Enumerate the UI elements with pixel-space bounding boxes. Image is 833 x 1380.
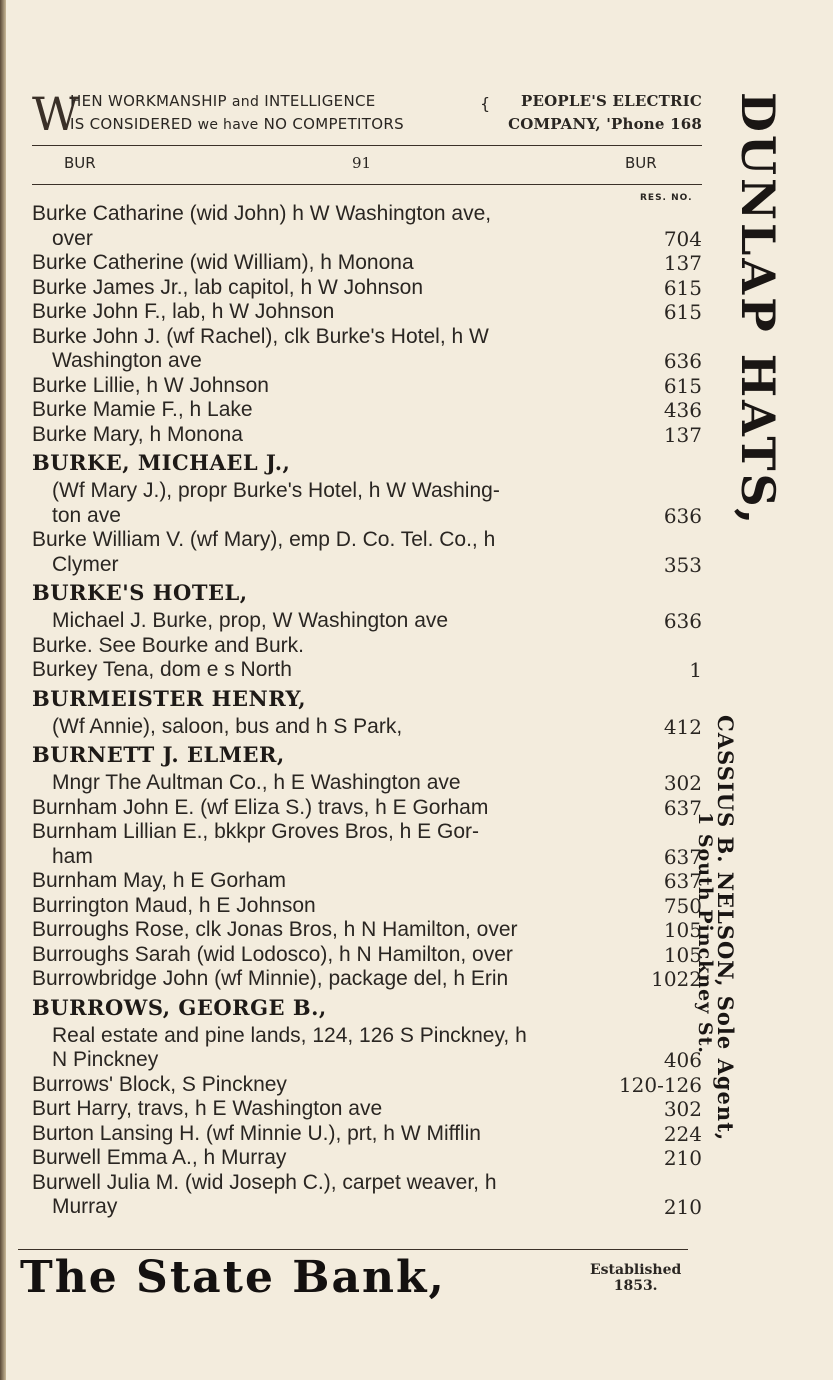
residence-number: 406 <box>663 1048 702 1072</box>
entry-line <box>32 795 704 820</box>
running-head-left: BUR <box>64 154 96 172</box>
entry-line <box>32 942 704 967</box>
residence-number: 137 <box>663 422 702 447</box>
company-name: PEOPLE'S ELECTRIC <box>520 92 702 110</box>
entry-line <box>32 373 704 398</box>
entry-text: Burt Harry, travs, h E Washington ave <box>32 1097 383 1120</box>
entry-line <box>32 608 704 633</box>
residence-number: 302 <box>663 1097 702 1121</box>
residence-number: 302 <box>663 771 702 795</box>
entry-line <box>32 917 704 942</box>
residence-number: 137 <box>663 251 702 275</box>
residence-number: 637 <box>663 844 702 869</box>
entry-text: ton ave <box>52 503 121 527</box>
entry-text: Mngr The Aultman Co., h E Washington ave <box>52 771 461 794</box>
entry-line <box>32 1023 704 1048</box>
residence-number: 1 <box>689 658 702 682</box>
entry-heading <box>32 682 704 714</box>
residence-number: 210 <box>663 1195 702 1219</box>
entry-text: Burton Lansing H. (wf Minnie U.), prt, h W Mifflin <box>32 1121 481 1145</box>
entry-line <box>32 844 704 869</box>
entry-text: (Wf Annie), saloon, bus and h S Park, <box>52 714 403 738</box>
entry-text: Burnham May, h E Gorham <box>32 869 287 892</box>
entry-text: Washington ave <box>52 349 202 372</box>
entry-text: over <box>52 226 93 250</box>
directory-listing <box>32 201 704 1219</box>
entry-text: Burke. See Bourke and Burk. <box>32 633 304 657</box>
running-head-right: BUR <box>625 154 657 172</box>
entry-heading <box>32 991 704 1023</box>
entry-text: Burke John F., lab, h W Johnson <box>32 300 335 323</box>
entry-line <box>32 714 704 739</box>
entry-line <box>32 348 704 373</box>
entry-text: Clymer <box>52 552 119 576</box>
entry-line <box>32 657 704 682</box>
entry-line <box>32 201 704 226</box>
entry-line <box>32 299 704 324</box>
entry-line <box>32 250 704 275</box>
entry-text: Burke John J. (wf Rachel), clk Burke's Hotel, h W <box>32 324 489 348</box>
entry-line <box>32 397 704 422</box>
residence-number: 1022 <box>651 967 702 991</box>
entry-line <box>32 552 704 577</box>
residence-number: 704 <box>663 226 702 251</box>
entry-text: Burroughs Sarah (wid Lodosco), h N Hamilton, over <box>32 942 513 966</box>
company-phone: COMPANY, 'Phone 168 <box>508 115 702 133</box>
entry-line <box>32 1194 704 1219</box>
entry-text: Burke Mary, h Monona <box>32 422 243 446</box>
page-number: 91 <box>352 154 372 172</box>
entry-text: BURKE'S HOTEL, <box>32 580 248 605</box>
entry-text: (Wf Mary J.), propr Burke's Hotel, h W Washing- <box>52 479 500 502</box>
header-rule <box>32 145 702 146</box>
footer-rule <box>18 1249 688 1250</box>
entry-text: Burrowbridge John (wf Minnie), package del, h Erin <box>32 967 509 990</box>
entry-line <box>32 633 704 658</box>
residence-number: 636 <box>663 609 702 633</box>
entry-line <box>32 275 704 300</box>
residence-number: 615 <box>663 373 702 398</box>
entry-line <box>32 226 704 251</box>
entry-line <box>32 1170 704 1195</box>
entry-text: Burke Mamie F., h Lake <box>32 398 253 421</box>
entry-line <box>32 1121 704 1146</box>
entry-text: BURKE, MICHAEL J., <box>32 450 291 475</box>
entry-line <box>32 503 704 528</box>
entry-line <box>32 868 704 893</box>
entry-text: Burke James Jr., lab capitol, h W Johnson <box>32 275 424 299</box>
entry-line <box>32 770 704 795</box>
drop-cap-letter: W <box>32 87 80 141</box>
residence-number: 636 <box>663 349 702 373</box>
entry-text: Burrows' Block, S Pinckney <box>32 1072 287 1096</box>
entry-text: Burwell Emma A., h Murray <box>32 1146 287 1169</box>
residence-number: 412 <box>663 714 702 739</box>
res-no-label: RES. NO. <box>640 193 693 203</box>
residence-number: 105 <box>663 918 702 942</box>
entry-line <box>32 324 704 349</box>
residence-number: 436 <box>663 398 702 422</box>
entry-text: Burrington Maud, h E Johnson <box>32 893 316 917</box>
side-ad-agent: CASSIUS B. NELSON, Sole Agent, <box>713 715 738 1142</box>
entry-text: Burnham Lillian E., bkkpr Groves Bros, h E Gor- <box>32 820 479 843</box>
side-ad-dunlap: DUNLAP HATS, <box>731 92 785 528</box>
residence-number: 120-126 <box>618 1072 702 1097</box>
entry-text: Burwell Julia M. (wid Joseph C.), carpet weaver, h <box>32 1170 497 1194</box>
ad-line-1: HEN WORKMANSHIP and INTELLIGENCE <box>70 92 376 110</box>
entry-text: N Pinckney <box>52 1048 159 1071</box>
entry-line <box>32 422 704 447</box>
entry-line <box>32 527 704 552</box>
entry-text: Murray <box>52 1195 118 1218</box>
entry-text: Real estate and pine lands, 124, 126 S Pinckney, h <box>52 1023 527 1047</box>
ad-line-2: IS CONSIDERED we have NO COMPETITORS <box>70 115 404 133</box>
entry-text: BURNETT J. ELMER, <box>32 742 285 767</box>
footer-bank-name: The State Bank, <box>20 1252 446 1303</box>
entry-heading <box>32 738 704 770</box>
side-ad-address: 1 South Pinckney St. <box>694 812 716 1054</box>
entry-text: Burnham John E. (wf Eliza S.) travs, h E Gorham <box>32 795 489 819</box>
entry-line <box>32 1145 704 1170</box>
entry-heading <box>32 446 704 478</box>
advertisement-banner <box>32 87 702 141</box>
entry-heading <box>32 576 704 608</box>
entry-text: Michael J. Burke, prop, W Washington ave <box>52 609 449 632</box>
entry-line <box>32 819 704 844</box>
entry-line <box>32 893 704 918</box>
footer-established <box>590 1262 681 1294</box>
entry-line <box>32 966 704 991</box>
entry-text: Burke Catherine (wid William), h Monona <box>32 251 414 274</box>
established-year: 1853. <box>613 1278 658 1294</box>
residence-number: 615 <box>663 275 702 300</box>
residence-number: 637 <box>663 795 702 820</box>
entry-text: Burkey Tena, dom e s North <box>32 658 292 681</box>
residence-number: 615 <box>663 300 702 324</box>
paper-edge <box>0 0 6 1380</box>
entry-text: Burroughs Rose, clk Jonas Bros, h N Hamilton, over <box>32 918 518 941</box>
residence-number: 353 <box>663 552 702 577</box>
entry-text: BURROWS, GEORGE B., <box>32 994 327 1020</box>
residence-number: 210 <box>663 1146 702 1170</box>
entry-text: ham <box>52 844 93 868</box>
residence-number: 637 <box>663 869 702 893</box>
entry-text: Burke Catharine (wid John) h W Washington ave, <box>32 202 492 225</box>
established-label: Established <box>590 1262 682 1278</box>
entry-line <box>32 1072 704 1097</box>
residence-number: 636 <box>663 503 702 528</box>
entry-line <box>32 1047 704 1072</box>
residence-number: 105 <box>663 942 702 967</box>
entry-text: Burke William V. (wf Mary), emp D. Co. Tel. Co., h <box>32 528 496 551</box>
residence-number: 750 <box>663 893 702 918</box>
running-head-rule <box>32 184 702 185</box>
entry-line <box>32 1096 704 1121</box>
residence-number: 224 <box>663 1121 702 1146</box>
entry-line <box>32 478 704 503</box>
brace-glyph: { <box>480 94 491 113</box>
entry-text: BURMEISTER HENRY, <box>32 685 307 711</box>
entry-text: Burke Lillie, h W Johnson <box>32 373 269 397</box>
